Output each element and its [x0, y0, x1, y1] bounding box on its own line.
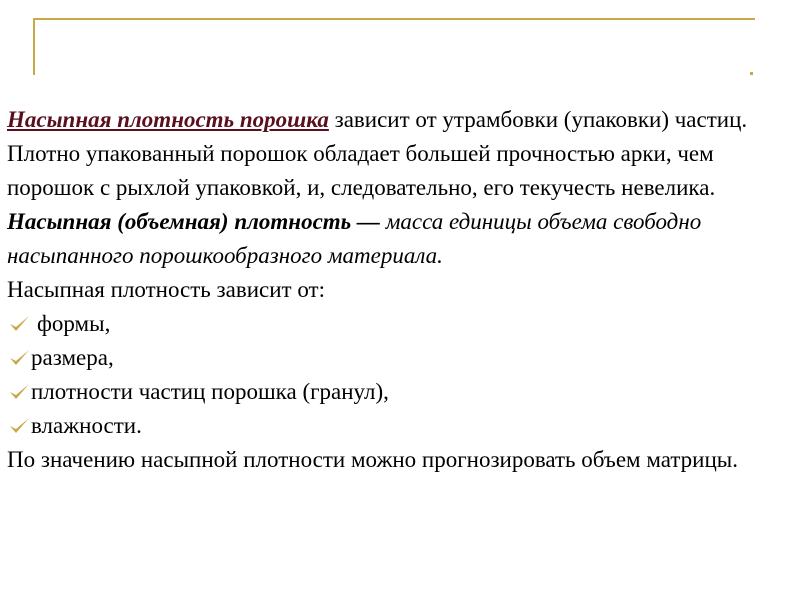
- list-item: [7, 341, 793, 375]
- factors-list: [7, 307, 793, 443]
- definition-text: масса единицы объема свободно насыпанного порошкообразного материала.: [7, 209, 702, 268]
- list-item: [7, 307, 793, 341]
- term-bulk-density-powder: Насыпная плотность порошка: [7, 107, 329, 132]
- checkmark-icon: [7, 380, 31, 404]
- title-frame: [33, 18, 755, 75]
- paragraph1-text: зависит от утрамбовки (упаковки) частиц. Плотно упакованный порошок обладает большей прочностью арки, чем порошок с рыхлой упаковкой, и, следовательно, его текучесть невелика.: [7, 107, 748, 200]
- paragraph-prediction: По значению насыпной плотности можно прогнозировать объем матрицы.: [7, 447, 738, 472]
- paragraph-bulk-density-dependency: [7, 103, 793, 205]
- decorative-dot: [750, 72, 753, 75]
- slide-body: [7, 103, 793, 477]
- list-item-label: размера,: [31, 345, 114, 370]
- paragraph-depends-on: Насыпная плотность зависит от:: [7, 277, 325, 302]
- list-item: [7, 375, 793, 409]
- checkmark-icon: [7, 312, 31, 336]
- checkmark-icon: [7, 346, 31, 370]
- list-item: [7, 409, 793, 443]
- paragraph-definition: [7, 205, 793, 273]
- checkmark-icon: [7, 414, 31, 438]
- list-item-label: плотности частиц порошка (гранул),: [31, 379, 389, 404]
- list-item-label: формы,: [37, 311, 111, 336]
- term-bulk-density: Насыпная (объемная) плотность —: [7, 209, 380, 234]
- list-item-label: влажности.: [31, 413, 142, 438]
